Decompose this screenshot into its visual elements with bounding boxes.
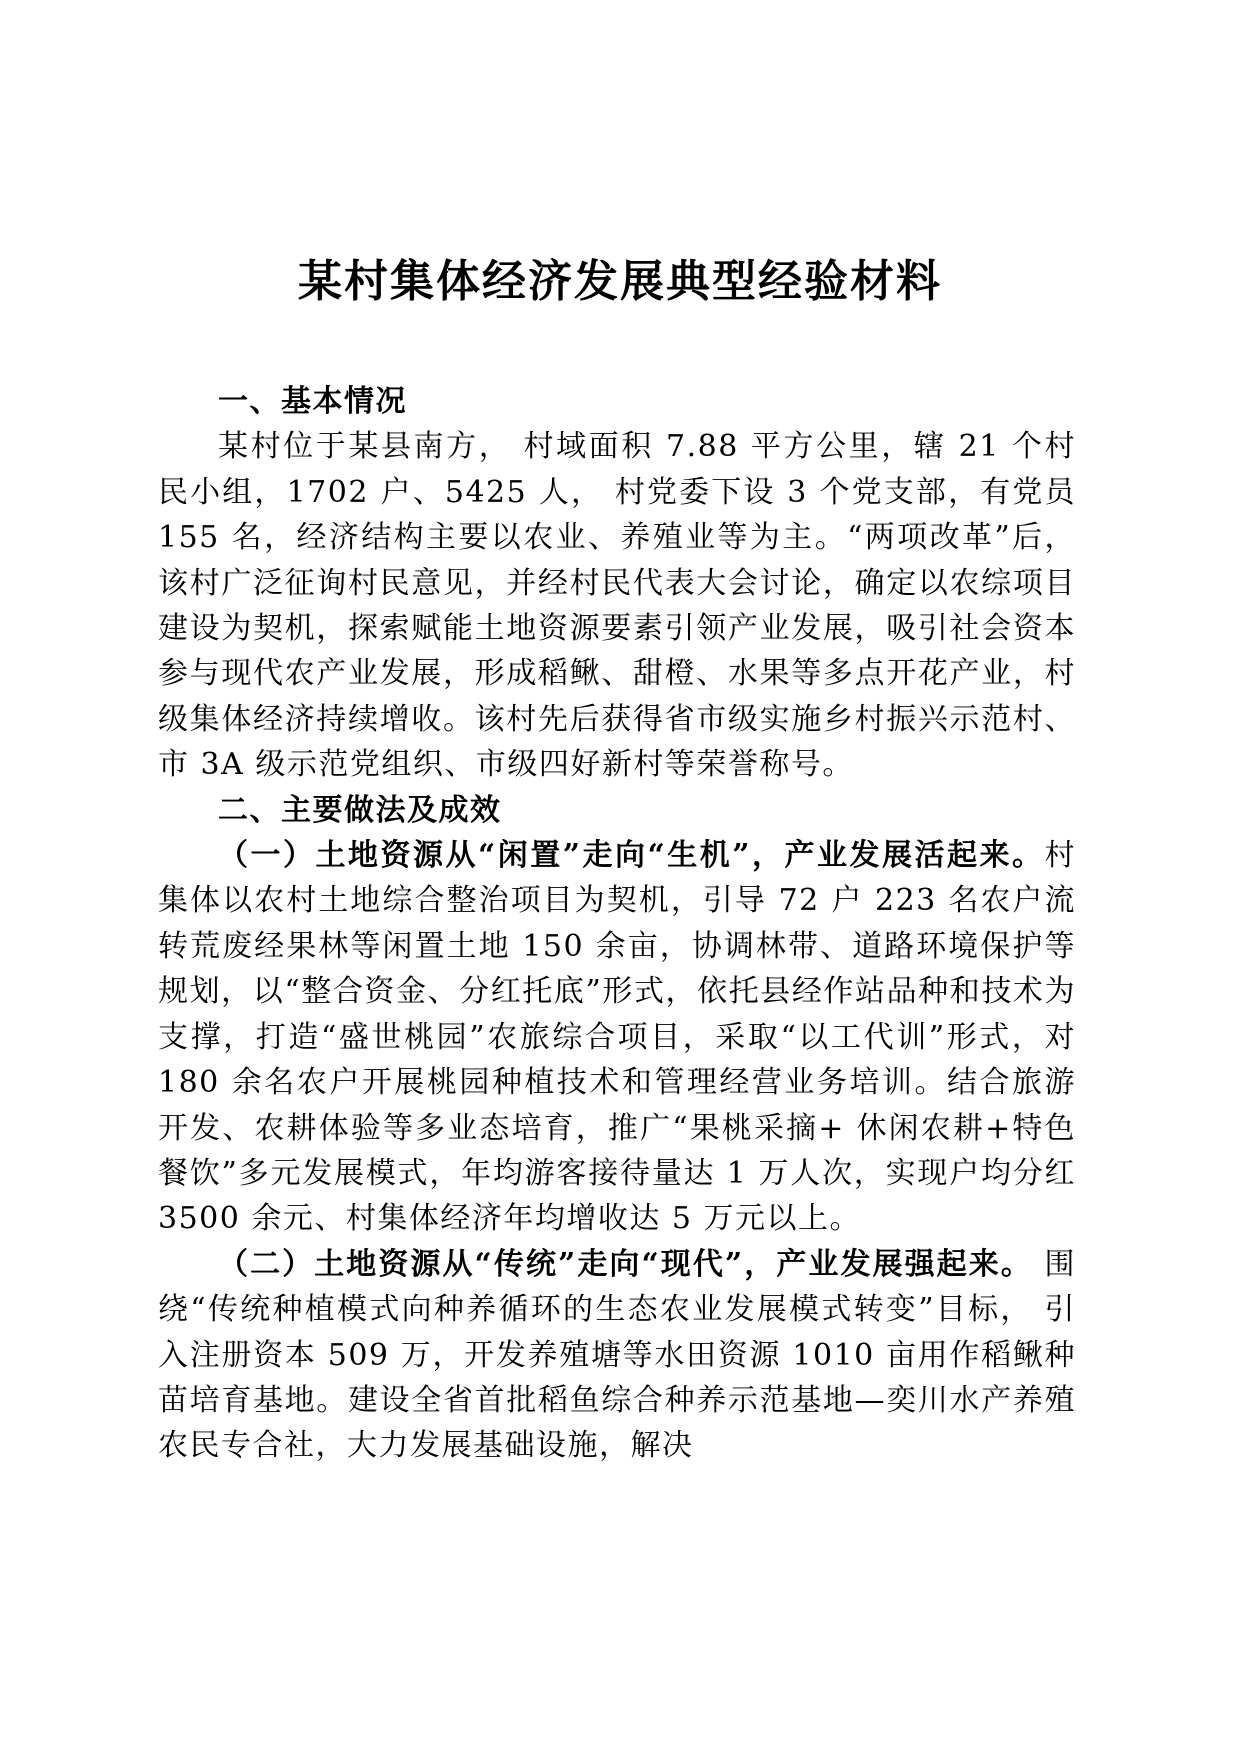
document-body [158, 379, 1076, 1469]
paragraph-text: 围绕“传统种植模式向种养循环的生态农业发展模式转变”目标， 引入注册资本 509 万，开发养殖塘等水田资源 1010 亩用作稻鳅种苗培育基地。建设全省首批稻鱼综合种养示范基地—奕川水产养殖农民专合社，大力发展基础设施，解决 [158, 1246, 1076, 1464]
paragraph-lead: （二）土地资源从“传统”走向“现代”，产业发展强起来。 [218, 1246, 1033, 1282]
paragraph-text: 某村位于某县南方， 村域面积 7.88 平方公里，辖 21 个村民小组，1702 户、5425 人， 村党委下设 3 个党支部，有党员 155 名，经济结构主要以农业、养殖业等为主。“两项改革”后，该村广泛征询村民意见，并经村民代表大会讨论，确定以农综项目建设为契机，探索赋能土地资源要素引领产业发展，吸引社会资本参与现代农产业发展，形成稻鳅、甜橙、水果等多点开花产业，村级集体经济持续增收。该村先后获得省市级实施乡村振兴示范村、市 3A 级示范党组织、市级四好新村等荣誉称号。 [158, 429, 1076, 783]
paragraph-land-traditional-to-modern [158, 1242, 1076, 1469]
paragraph-lead: （一）土地资源从“闲置”走向“生机”，产业发展活起来。 [218, 838, 1045, 874]
paragraph-text: 村集体以农村土地综合整治项目为契机，引导 72 户 223 名农户流转荒废经果林等闲置土地 150 余亩，协调林带、道路环境保护等规划，以“整合资金、分红托底”形式，依托县经作站品种和技术为支撑，打造“盛世桃园”农旅综合项目，采取“以工代训”形式，对 180 余名农户开展桃园种植技术和管理经营业务培训。结合旅游开发、农耕体验等多业态培育，推广“果桃采摘+ 休闲农耕+特色餐饮”多元发展模式，年均游客接待量达 1 万人次，实现户均分红 3500 余元、村集体经济年均增收达 5 万元以上。 [158, 838, 1076, 1237]
paragraph-land-idle-to-vitality [158, 833, 1076, 1242]
paragraph-basic-situation [158, 424, 1076, 787]
section-heading-basic-situation: 一、基本情况 [218, 384, 407, 419]
section-heading-main-practices: 二、主要做法及成效 [218, 792, 502, 828]
page-title: 某村集体经济发展典型经验材料 [298, 256, 942, 307]
